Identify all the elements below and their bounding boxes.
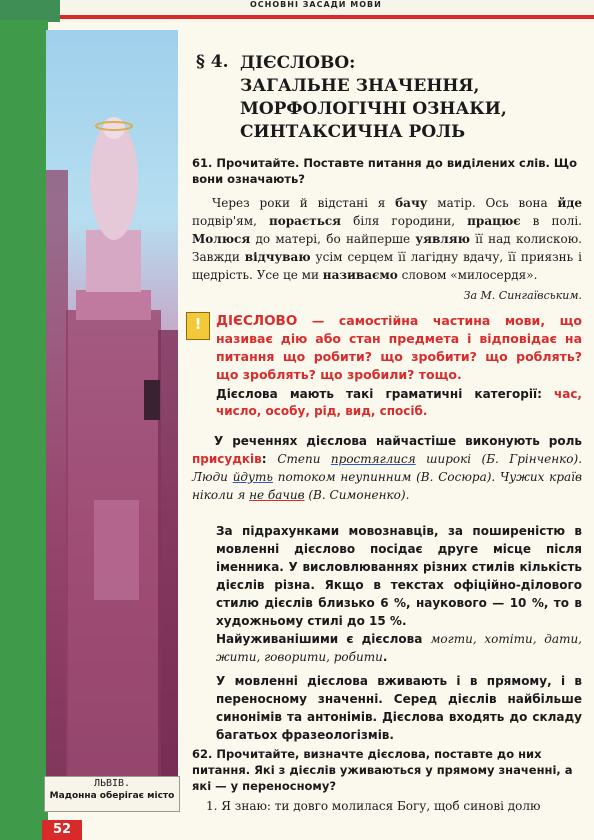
page-number: 52 (52, 822, 72, 837)
section-number: § 4. (196, 52, 229, 72)
grammatical-categories: Дієслова мають такі граматичні категорії: час, число, особу, рід, вид, спосіб. (216, 387, 582, 418)
rule-definition: ДІЄСЛОВО — самостійна частина мови, що називає дію або стан предмета і відповідає на питання що робити? що зробити? що роблять? що зроблять? що зробили? тощо. (216, 313, 582, 382)
green-margin (0, 20, 48, 840)
section-title-line: СИНТАКСИЧНА РОЛЬ (240, 122, 466, 142)
photo-caption (44, 776, 180, 812)
exercise-61-task: 61. Прочитайте. Поставте питання до виділених слів. Що вони означають? (192, 156, 578, 186)
caption-city: ЛЬВІВ. (93, 778, 131, 789)
section-title-line: ДІЄСЛОВО: (240, 53, 356, 73)
madonna-statue-photo (46, 30, 178, 780)
running-header: ОСНОВНІ ЗАСАДИ МОВИ (250, 0, 382, 9)
page-number-box (42, 820, 82, 840)
exercise-61-author: За М. Сингаївським. (463, 289, 582, 302)
verb-usage-note: У мовленні дієслова вживають і в прямому, і в переносному значенні. Серед дієслів найбільше синонімів та антонімів. Дієслова входять до складу багатьох фразеологізмів. (216, 674, 582, 742)
frequency-note: За підрахунками мовознавців, за поширеністю в мовленні дієслово посідає друге місце після іменника. У висловлюваннях різних стилів кількість дієслів різна. Якщо в текстах офіційно-ділового стилю дієслів близько 6 %, наукового — 10 %, то в художньому стилі до 15 %. (216, 524, 582, 628)
caption-text: Мадонна оберігає місто (49, 791, 175, 801)
top-corner-decor (0, 0, 60, 22)
exercise-61-text: Через роки й відстані я бачу матір. Ось вона йде подвір'ям, порається біля городини, працює в полі. Молюся до матері, бо найперше уявляю її над колискою. Завжди відчуваю усім серцем її лагідну вдачу, її приязнь і щедрість. Усе це ми називаємо словом «милосердя». (192, 196, 582, 282)
exercise-62-line-1: 1. Я знаю: ти довго молилася Богу, щоб синові долю (206, 799, 541, 813)
top-red-rule (60, 15, 594, 19)
section-title-line: ЗАГАЛЬНЕ ЗНАЧЕННЯ, (240, 76, 480, 96)
exercise-62-task: 62. Прочитайте, визначте дієслова, поставте до них питання. Які з дієслів уживаються у прямому значенні, а які — у переносному? (192, 747, 573, 793)
syntactic-role: У реченнях дієслова найчастіше виконують роль присудків: Степи простяглися широкі (Б. Грінченко). Люди йдуть потоком неупинним (В. Сосюра). Чужих країв ніколи я не бачив (В. Симоненко). (192, 434, 583, 502)
rule-exclamation-icon: ! (186, 312, 210, 340)
statue-illustration (46, 30, 178, 780)
most-used-verbs: Найуживанішими є дієслова могти, хотіти, дати, жити, говорити, робити. (216, 632, 582, 664)
section-title-line: МОРФОЛОГІЧНІ ОЗНАКИ, (240, 99, 507, 119)
section-title (240, 52, 507, 144)
